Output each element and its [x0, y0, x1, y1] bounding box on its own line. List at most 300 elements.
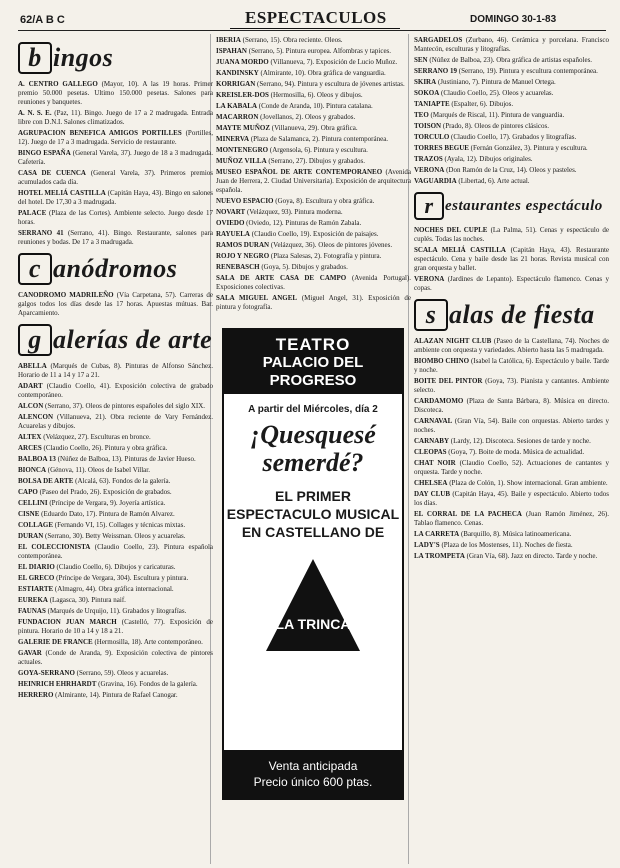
galerias-heading [18, 324, 213, 356]
listing-name: ROJO Y NEGRO [216, 252, 270, 260]
salas-heading-rest: alas de fiesta [449, 300, 595, 329]
listing-details: (Paseo del Prado, 26). Exposición de grabados. [39, 488, 172, 496]
listing-details: (Príncipe de Vergara, 9). Joyería artística. [49, 499, 166, 507]
listing-entry [414, 89, 609, 98]
listing-details: (Serrano, 37). Oleos de pintores españoles del siglo XIX. [45, 402, 206, 410]
listing-entry [216, 263, 411, 272]
listing-name: MUÑOZ VILLA [216, 157, 267, 165]
listing-name: SEN [414, 56, 428, 64]
listing-details: (Gran Vía, 54). Baile con orquestas. Abierto tardes y noches. [414, 417, 609, 434]
listing-name: ESTIARTE [18, 585, 54, 593]
listing-entry [216, 219, 411, 228]
listing-entry [18, 413, 213, 431]
listing-details: (Espalter, 6). Dibujos. [451, 100, 514, 108]
listing-name: ALTEX [18, 433, 42, 441]
listing-details: (Capitán Haya, 43). Bingo en salones del hotel. De 17,30 a 3 madrugada. [18, 189, 213, 206]
listing-name: RENEBASCH [216, 263, 260, 271]
listing-entry [18, 680, 213, 689]
listing-details: (Marqués de Riscal, 11). Pintura de vanguardia. [430, 111, 565, 119]
listing-details: (Prado, 8). Oleos de pintores clásicos. [442, 122, 550, 130]
listing-entry [18, 444, 213, 453]
listing-details: (Claudio Coello, 23). Pintura española contemporánea. [18, 543, 213, 560]
listing-entry [18, 521, 213, 530]
listing-name: A. N. S. E. [18, 109, 52, 117]
listing-name: SALA MIGUEL ANGEL [216, 294, 298, 302]
listing-entry [18, 129, 213, 147]
listing-entry [18, 362, 213, 380]
listing-name: VERONA [414, 166, 445, 174]
listing-details: (Almirante, 10). Obra gráfica de vanguardia. [260, 69, 386, 77]
listing-name: CARDAMOMO [414, 397, 464, 405]
listing-entry [216, 47, 411, 56]
listing-details: (Claudio Coello, 6). Dibujos y caricaturas. [56, 563, 176, 571]
listing-details: (Claudio Coello, 52). Actuaciones de cantantes y orquesta. Tarde y noche. [414, 459, 609, 476]
listing-entry [18, 169, 213, 187]
listing-details: (La Palma, 51). Cenas y espectáculo de cuplés. Todas las noches. [414, 226, 609, 243]
galerias-heading-rest: alerías de arte [53, 325, 213, 354]
listing-details: (Libertad, 6). Arte actual. [458, 177, 530, 185]
listing-entry [414, 337, 609, 355]
listing-name: BOLSA DE ARTE [18, 477, 74, 485]
listing-name: ALCON [18, 402, 44, 410]
listing-name: TORCULO [414, 133, 450, 141]
listing-details: (Don Ramón de la Cruz, 14). Oleos y pasteles. [446, 166, 577, 174]
listing-entry [414, 246, 609, 273]
listing-name: SERRANO 41 [18, 229, 64, 237]
listing-details: (Villanueva, 7). Exposición de Lucio Muñoz. [270, 58, 398, 66]
listing-details: (Marqués de Cubas, 8). Pinturas de Alfonso Sánchez. Horario de 11 a 14 y 17 a 21. [18, 362, 213, 379]
listing-name: CARNABY [414, 437, 449, 445]
listing-details: (Avenida Juan de Herrera, 2. Ciudad Universitaria). Exposición de arquitectura española. [216, 168, 411, 194]
listing-details: (Almirante, 14). Pintura de Rafael Canogar. [55, 691, 178, 699]
listing-name: SCALA MELIÁ CASTILLA [414, 246, 506, 254]
listing-entry [18, 618, 213, 636]
listing-details: (Plaza Salesas, 2). Fotografía y pintura. [270, 252, 382, 260]
ad-theatre-banner [224, 330, 402, 394]
listing-entry [216, 36, 411, 45]
listing-details: (Ayala, 12). Dibujos originales. [444, 155, 533, 163]
logo-text: LA TRINCA [275, 616, 351, 632]
listing-name: BINGO ESPAÑA [18, 149, 71, 157]
listing-name: ALENCON [18, 413, 54, 421]
listing-entry [414, 100, 609, 109]
ad-title-line2: semerdé? [262, 448, 364, 477]
listing-name: EL DIARIO [18, 563, 55, 571]
bingos-heading-initial: b [18, 42, 52, 74]
logo-triangle [266, 559, 360, 651]
listing-name: LA KABALA [216, 102, 258, 110]
listing-name: CELLINI [18, 499, 48, 507]
listing-details: (Fernando VI, 15). Collages y técnicas mixtas. [54, 521, 186, 529]
listing-name: BALBOA 13 [18, 455, 56, 463]
listing-name: BIOMBO CHINO [414, 357, 470, 365]
listing-entry [18, 574, 213, 583]
listing-name: CHELSEA [414, 479, 448, 487]
listing-name: NUEVO ESPACIO [216, 197, 274, 205]
listing-name: FAUNAS [18, 607, 46, 615]
section-title: ESPECTACULOS [245, 8, 387, 27]
listing-name: TRAZOS [414, 155, 443, 163]
salas-list [414, 337, 609, 561]
listing-entry [18, 488, 213, 497]
listing-entry [216, 146, 411, 155]
listing-details: (Castelló, 77). Exposición de pintura. Horario de 10 a 14 y 18 a 21. [18, 618, 213, 635]
listing-entry [18, 585, 213, 594]
listing-entry [414, 479, 609, 488]
listing-entry [18, 563, 213, 572]
galerias-heading-initial: g [18, 324, 52, 356]
listing-details: (Plaza de los Mostenses, 11). Noches de fiesta. [441, 541, 573, 549]
listing-details: (Zurbano, 46). Cerámica y porcelana. Francisco Mantecón, esculturas y litografías. [414, 36, 609, 53]
listing-details: (Fernán González, 3). Pintura y escultura. [470, 144, 588, 152]
galerias-list-end [414, 36, 609, 186]
ad-tagline [224, 487, 402, 541]
listing-details: (Jardines de Lepanto). Espectáculo flamenco. Cenas y copas. [414, 275, 609, 292]
salas-heading [414, 299, 609, 331]
listing-entry [414, 459, 609, 477]
listing-details: (Lardy, 12). Discoteca. Sesiones de tarde y noche. [450, 437, 591, 445]
listing-details: (Goya, 8). Escultura y obra gráfica. [275, 197, 375, 205]
listing-name: EL GRECO [18, 574, 55, 582]
listing-entry [414, 67, 609, 76]
listing-entry [18, 466, 213, 475]
listing-details: (Serrano, 5). Pintura europea. Alfombras y tapices. [248, 47, 392, 55]
section-title-rule [230, 28, 400, 29]
listing-details: (Serrano, 59). Oleos y acuarelas. [76, 669, 169, 677]
listing-details: (Portilles, 12). Juego de 17 a 3 madrugada. Servicio de restaurante. [18, 129, 213, 146]
listing-details: (Lagasca, 30). Pintura naif. [49, 596, 126, 604]
listing-entry [18, 433, 213, 442]
listing-entry [216, 241, 411, 250]
listing-entry [18, 499, 213, 508]
listing-name: CANODROMO MADRILEÑO [18, 291, 114, 299]
listing-entry [216, 197, 411, 206]
listing-entry [216, 252, 411, 261]
listing-name: CHAT NOIR [414, 459, 456, 467]
bingos-list [18, 80, 213, 247]
listing-details: (Serrano, 94). Pintura y escultura de jóvenes artistas. [257, 80, 405, 88]
ad-footer [224, 750, 402, 798]
canodromos-heading-initial: c [18, 253, 52, 285]
column-2 [216, 36, 411, 864]
listing-name: SALA DE ARTE CASA DE CAMPO [216, 274, 347, 282]
listing-name: AGRUPACION BENEFICA AMIGOS PORTILLES [18, 129, 182, 137]
listing-entry [414, 226, 609, 244]
listing-details: (Claudio Coello, 26). Pintura y obra gráfica. [43, 444, 168, 452]
listing-name: LA TROMPETA [414, 552, 465, 560]
listing-details: (Claudio Coello, 17). Grabados y litografías. [451, 133, 577, 141]
listing-details: (General Varela, 37). Primeros premios acumulados cada día. [18, 169, 213, 186]
listing-details: (Plaza de las Cortes). Ambiente selecto. Juego desde 17 horas. [18, 209, 213, 226]
ad-advance-sale: Venta anticipada [268, 759, 358, 773]
listing-details: (Goya, 5). Dibujos y grabados. [261, 263, 348, 271]
listing-name: ABELLA [18, 362, 47, 370]
listing-entry [414, 78, 609, 87]
ad-theatre-line2: PALACIO DEL PROGRESO [262, 354, 364, 389]
restaurantes-heading [414, 192, 609, 220]
listing-name: KREISLER-DOS [216, 91, 269, 99]
listing-entry [216, 124, 411, 133]
listing-name: TANIAPTE [414, 100, 450, 108]
listing-entry [414, 275, 609, 293]
galerias-list-continued [216, 36, 411, 312]
listing-name: HERRERO [18, 691, 54, 699]
ad-theatre-line1: TEATRO [275, 335, 351, 354]
listing-details: (Serrano, 19). Pintura y escultura contemporánea. [458, 67, 598, 75]
listing-details: (Jovellanos, 2). Oleos y grabados. [260, 113, 356, 121]
restaurantes-heading-initial: r [414, 192, 444, 220]
listing-entry [414, 177, 609, 186]
listing-name: MAYTE MUÑOZ [216, 124, 270, 132]
listing-name: ALAZAN NIGHT CLUB [414, 337, 492, 345]
listing-entry [18, 229, 213, 247]
listing-entry [414, 36, 609, 54]
listing-details: (Juan Ramón Jiménez, 26). Tablao flamenco. Cenas. [414, 510, 609, 527]
listing-name: TEO [414, 111, 429, 119]
listing-name: IBERIA [216, 36, 241, 44]
theatre-advertisement [222, 328, 404, 800]
listing-entry [18, 455, 213, 464]
listing-details: (Hermosilla, 18). Arte contemporáneo. [94, 638, 203, 646]
listing-name: A. CENTRO GALLEGO [18, 80, 98, 88]
listing-entry [414, 397, 609, 415]
listing-entry [18, 402, 213, 411]
listing-name: LADY'S [414, 541, 440, 549]
listing-details: (Velázquez, 93). Pintura moderna. [246, 208, 343, 216]
listing-entry [216, 80, 411, 89]
listing-name: GALERIE DE FRANCE [18, 638, 93, 646]
listing-entry [414, 155, 609, 164]
listing-entry [18, 596, 213, 605]
listing-name: LA CARRETA [414, 530, 460, 538]
issue-date: DOMINGO 30-1-83 [470, 14, 557, 25]
listing-name: MINERVA [216, 135, 250, 143]
listing-details: (Marqués de Urquijo, 11). Grabados y litografías. [47, 607, 187, 615]
listing-entry [414, 510, 609, 528]
restaurantes-list [414, 226, 609, 293]
listing-entry [216, 208, 411, 217]
listing-entry [18, 691, 213, 700]
listing-entry [216, 168, 411, 195]
listing-details: (Miguel Angel, 31). Exposición de pintura y fotografía. [216, 294, 411, 311]
listing-name: CLEOPAS [414, 448, 447, 456]
listing-entry [18, 607, 213, 616]
listing-name: DAY CLUB [414, 490, 451, 498]
listing-name: VAGUARDIA [414, 177, 457, 185]
listing-name: BOITE DEL PINTOR [414, 377, 483, 385]
listing-name: KANDINSKY [216, 69, 259, 77]
listing-details: (Velázquez, 27). Esculturas en bronce. [43, 433, 151, 441]
listing-name: EL COLECCIONISTA [18, 543, 91, 551]
listing-name: BIONCA [18, 466, 47, 474]
listing-entry [18, 291, 213, 318]
listing-entry [216, 58, 411, 67]
header-rule [18, 30, 606, 31]
listing-entry [216, 91, 411, 100]
listing-entry [216, 157, 411, 166]
listing-details: (Eduardo Dato, 17). Pintura de Ramón Alvarez. [41, 510, 175, 518]
listing-name: TORRES BEGUE [414, 144, 469, 152]
listing-details: (Justiniano, 7). Pintura de Manuel Ortega. [437, 78, 556, 86]
listing-entry [18, 477, 213, 486]
listing-details: (Serrano, 15). Obra reciente. Oleos. [242, 36, 343, 44]
listing-details: (General Varela, 37). Juego de 18 a 3 madrugada. Cafetería. [18, 149, 213, 166]
listing-name: OVIEDO [216, 219, 245, 227]
page-header [0, 0, 620, 30]
listing-details: (Argensola, 6). Pintura y escultura. [269, 146, 368, 154]
listing-entry [414, 552, 609, 561]
listing-details: (Villanueva, 21). Obra reciente de Vary Fernández. Acuarelas y dibujos. [18, 413, 213, 430]
listing-entry [18, 189, 213, 207]
listing-entry [18, 543, 213, 561]
listing-name: EUREKA [18, 596, 48, 604]
listing-entry [414, 448, 609, 457]
listing-details: (Capitán Haya, 45). Baile y espectáculo. Abierto todos los días. [414, 490, 609, 507]
listing-name: PALACE [18, 209, 47, 217]
listing-entry [18, 532, 213, 541]
listing-details: (Vía Carpetana, 57). Carreras de galgos todos los días desde las 17 horas. Apuestas mútuas. Bar. Aparcamiento. [18, 291, 213, 317]
listing-details: (Goya, 73). Pianista y cantantes. Ambiente selecto. [414, 377, 609, 394]
column-3 [414, 36, 609, 864]
listing-details: (Serrano, 30). Betty Weissman. Oleos y acuarelas. [45, 532, 186, 540]
listing-name: EL CORRAL DE LA PACHECA [414, 510, 522, 518]
listing-details: (Gran Vía, 68). Jazz en directo. Tarde y noche. [466, 552, 598, 560]
ad-show-title [224, 421, 402, 477]
listing-name: DURAN [18, 532, 44, 540]
listing-entry [414, 144, 609, 153]
ad-tagline-line1: EL PRIMER [275, 488, 351, 504]
canodromos-heading-rest: anódromos [53, 254, 178, 283]
listing-details: (Claudio Coello, 25). Oleos y acuarelas. [441, 89, 554, 97]
listing-name: ISPAHAN [216, 47, 247, 55]
listing-name: NOCHES DEL CUPLE [414, 226, 488, 234]
listing-details: (Claudio Coello, 41). Exposición colectiva de grabado contemporáneo. [18, 382, 213, 399]
listing-entry [414, 417, 609, 435]
ad-tagline-line3: EN CASTELLANO DE [241, 524, 385, 540]
listing-entry [18, 649, 213, 667]
listing-name: GOYA-SERRANO [18, 669, 75, 677]
listing-details: (Gravina, 16). Fondos de la galería. [98, 680, 198, 688]
listing-name: MACARRON [216, 113, 259, 121]
listing-details: (Serrano, 41). Bingo. Restaurante, salones para reuniones y bodas. De 17 a 3 madrugada. [18, 229, 213, 246]
canodromos-heading [18, 253, 213, 285]
listing-entry [414, 166, 609, 175]
listing-name: ARCES [18, 444, 42, 452]
listing-name: MONTENEGRO [216, 146, 269, 154]
listing-entry [414, 56, 609, 65]
galerias-list [18, 362, 213, 700]
listing-name: SKIRA [414, 78, 437, 86]
restaurantes-heading-rest: estaurantes espectáculo [445, 197, 603, 214]
listing-details: (Paseo de la Castellana, 74). Noches de ambiente con orquesta y variedades. Abierto hasta las 5 madrugada. [414, 337, 609, 354]
listing-entry [18, 669, 213, 678]
listing-entry [216, 135, 411, 144]
listing-details: (Villanueva, 29). Obra gráfica. [271, 124, 358, 132]
listing-name: JUANA MORDO [216, 58, 269, 66]
listing-details: (Isabel la Católica, 6). Espectáculo y baile. Tarde y noche. [414, 357, 609, 374]
listing-name: SOKOA [414, 89, 440, 97]
listing-name: COLLAGE [18, 521, 54, 529]
listing-entry [18, 80, 213, 107]
listing-details: (Capitán Haya, 43). Restaurante espectáculo. Cena y baile desde las 21 horas. Revista musical con gran orquesta y ballet. [414, 246, 609, 272]
page-number: 62/A B C [20, 14, 65, 26]
listing-details: (Barquillo, 8). Música latinoamericana. [460, 530, 572, 538]
listing-details: (Paz, 11). Bingo. Juego de 17 a 2 madrugada. Entrada libre con D.N.I. Salones climatizados. [18, 109, 213, 126]
listing-entry [414, 530, 609, 539]
listing-details: (Príncipe de Vergara, 304). Escultura y pintura. [56, 574, 189, 582]
listing-details: (Goya, 7). Boite de moda. Música de actualidad. [448, 448, 585, 456]
listing-entry [18, 209, 213, 227]
listing-details: (Almagro, 44). Obra gráfica internacional. [54, 585, 174, 593]
salas-heading-initial: s [414, 299, 448, 331]
listing-details: (Conde de Aranda, 9). Exposición colectiva de pintores actuales. [18, 649, 213, 666]
listing-entry [216, 274, 411, 292]
column-1 [18, 36, 213, 864]
listing-entry [18, 510, 213, 519]
listing-name: VERONA [414, 275, 445, 283]
listing-details: (Plaza de Salamanca, 2). Pintura contemporánea. [250, 135, 389, 143]
listing-entry [18, 382, 213, 400]
ad-from-date: A partir del Miércoles, día 2 [248, 404, 378, 415]
listing-name: CASA DE CUENCA [18, 169, 86, 177]
canodromos-list [18, 291, 213, 318]
listing-name: CAPO [18, 488, 38, 496]
listing-entry [414, 357, 609, 375]
listing-name: ADART [18, 382, 43, 390]
listing-entry [18, 149, 213, 167]
listing-name: MUSEO ESPAÑOL DE ARTE CONTEMPORANEO [216, 168, 383, 176]
listing-name: GAVAR [18, 649, 42, 657]
listing-details: (Núñez de Balboa, 23). Obra gráfica de artistas españoles. [429, 56, 593, 64]
bingos-heading-rest: ingos [53, 43, 114, 72]
listing-entry [414, 490, 609, 508]
listing-entry [414, 133, 609, 142]
ad-tagline-line2: ESPECTACULO MUSICAL [226, 506, 400, 522]
listing-details: (Núñez de Balboa, 13). Pinturas de Javier Hueso. [57, 455, 196, 463]
listing-entry [18, 109, 213, 127]
listing-details: (Plaza de Colón, 1). Show internacional. Gran ambiente. [449, 479, 608, 487]
listing-entry [414, 111, 609, 120]
bingos-heading [18, 42, 213, 74]
listing-entry [18, 638, 213, 647]
listing-details: (Claudio Coello, 19). Exposición de paisajes. [251, 230, 379, 238]
listing-name: RAYUELA [216, 230, 250, 238]
listing-name: SARGADELOS [414, 36, 463, 44]
listing-name: SERRANO 19 [414, 67, 457, 75]
listing-name: TOISON [414, 122, 442, 130]
listing-details: (Oviedo, 12). Pinturas de Ramón Zabala. [246, 219, 362, 227]
listing-entry [216, 230, 411, 239]
listing-entry [414, 541, 609, 550]
listing-entry [216, 294, 411, 312]
listing-name: FUNDACION JUAN MARCH [18, 618, 117, 626]
listing-name: CISNE [18, 510, 40, 518]
listing-name: HEINRICH EHRHARDT [18, 680, 97, 688]
listing-details: (Génova, 11). Oleos de Isabel Villar. [47, 466, 150, 474]
listing-entry [216, 69, 411, 78]
listing-name: KORRIGAN [216, 80, 256, 88]
listing-name: NOVART [216, 208, 246, 216]
listing-entry [414, 122, 609, 131]
listing-name: RAMOS DURAN [216, 241, 270, 249]
listing-details: (Plaza de Santa Bárbara, 8). Música en directo. Discoteca. [414, 397, 609, 414]
listing-entry [216, 102, 411, 111]
listing-details: (Velázquez, 36). Oleos de pintores jóvenes. [270, 241, 393, 249]
ad-price: Precio único 600 ptas. [253, 775, 373, 789]
la-trinca-logo [258, 551, 368, 661]
listing-name: CARNAVAL [414, 417, 453, 425]
ad-title-line1: ¡Quesquesé [250, 420, 376, 449]
